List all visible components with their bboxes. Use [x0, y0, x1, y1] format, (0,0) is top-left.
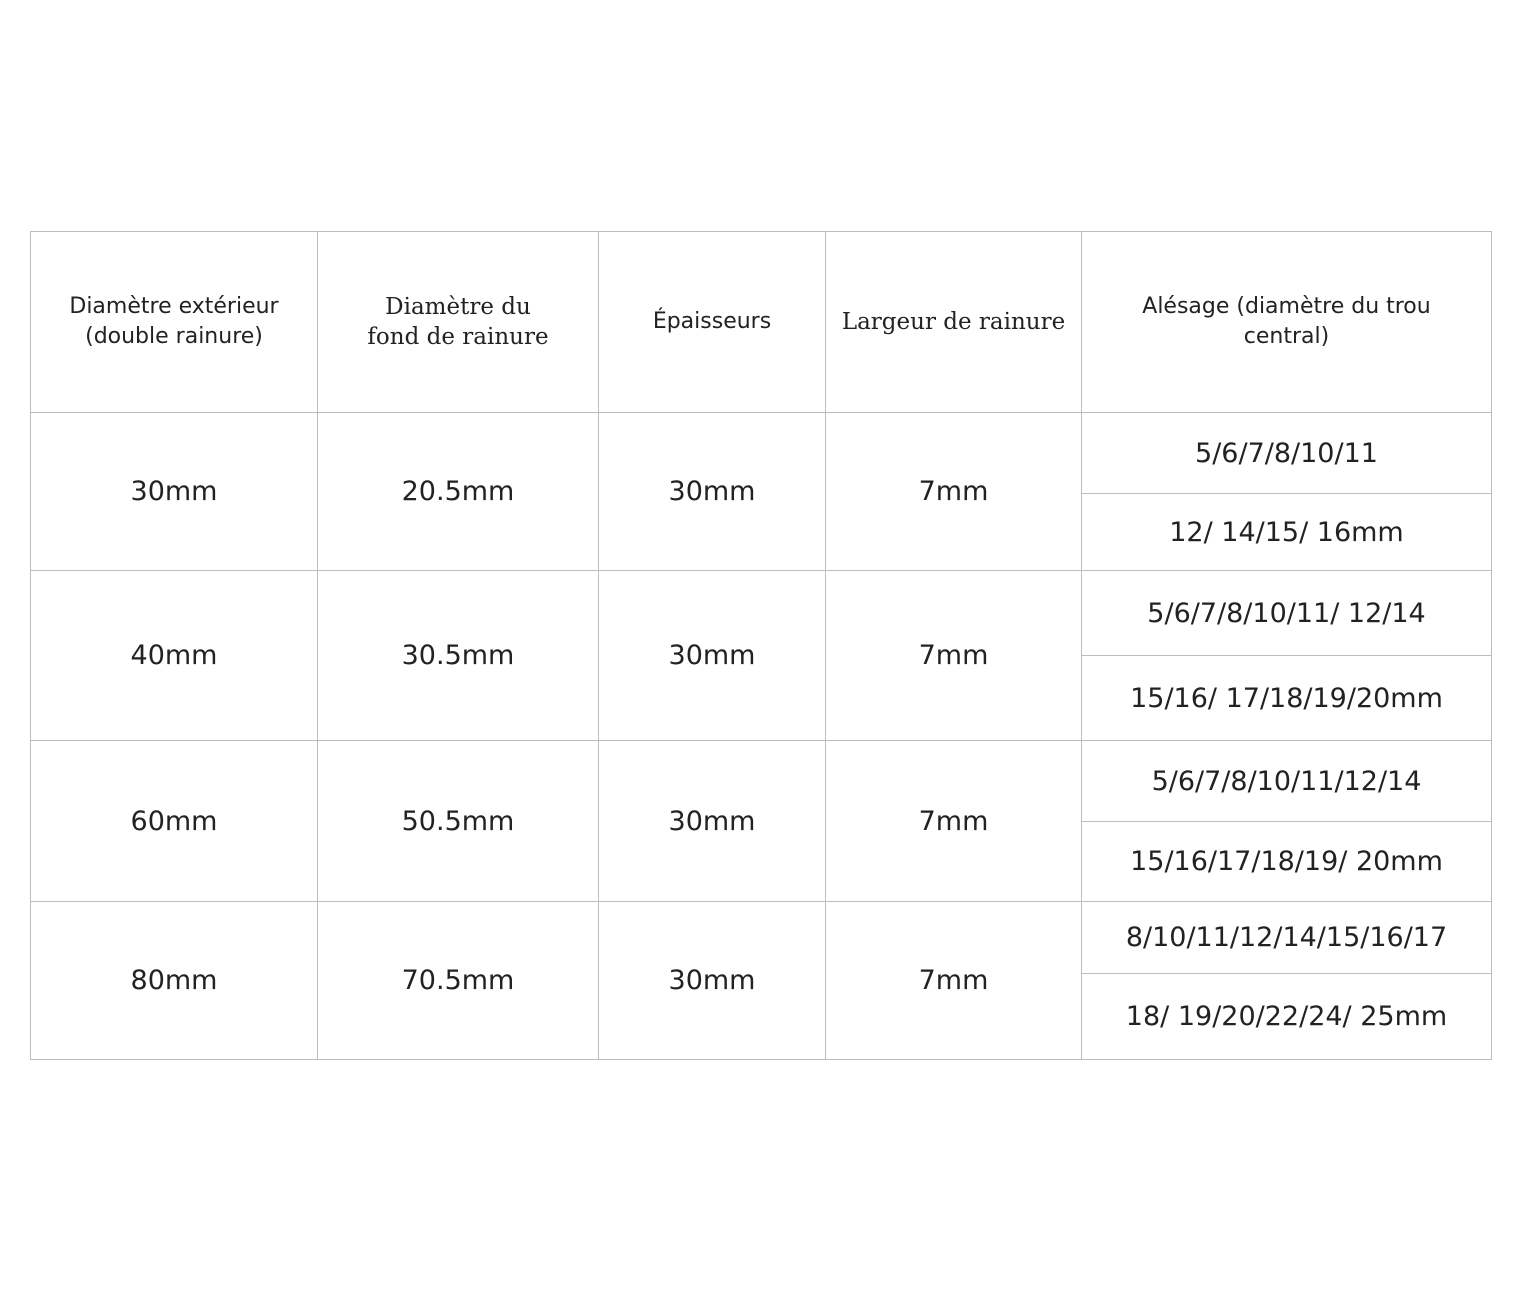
table-row [31, 413, 1492, 494]
table-row [31, 571, 1492, 656]
cell-groove-width: 7mm [826, 413, 1082, 571]
cell-groove-width: 7mm [826, 902, 1082, 1060]
cell-groove-bottom-diameter: 70.5mm [318, 902, 599, 1060]
cell-outer-diameter: 30mm [31, 413, 318, 571]
header-groove-width: Largeur de rainure [826, 232, 1082, 413]
cell-bore-line-1: 5/6/7/8/10/11/12/14 [1082, 741, 1492, 822]
cell-outer-diameter: 80mm [31, 902, 318, 1060]
header-row [31, 232, 1492, 413]
header-outer-diameter: Diamètre extérieur (double rainure) [31, 232, 318, 413]
cell-bore-line-2: 15/16/17/18/19/ 20mm [1082, 822, 1492, 902]
cell-thickness: 30mm [599, 413, 826, 571]
cell-bore-line-1: 5/6/7/8/10/11/ 12/14 [1082, 571, 1492, 656]
cell-groove-width: 7mm [826, 571, 1082, 741]
cell-groove-bottom-diameter: 50.5mm [318, 741, 599, 902]
cell-groove-bottom-diameter: 20.5mm [318, 413, 599, 571]
cell-bore-line-2: 15/16/ 17/18/19/20mm [1082, 656, 1492, 741]
cell-bore-line-1: 8/10/11/12/14/15/16/17 [1082, 902, 1492, 974]
cell-outer-diameter: 60mm [31, 741, 318, 902]
header-bore: Alésage (diamètre du trou central) [1082, 232, 1492, 413]
header-groove-bottom-diameter: Diamètre du fond de rainure [318, 232, 599, 413]
cell-thickness: 30mm [599, 571, 826, 741]
cell-bore-line-1: 5/6/7/8/10/11 [1082, 413, 1492, 494]
table-row [31, 902, 1492, 974]
cell-outer-diameter: 40mm [31, 571, 318, 741]
cell-groove-width: 7mm [826, 741, 1082, 902]
cell-groove-bottom-diameter: 30.5mm [318, 571, 599, 741]
cell-bore-line-2: 18/ 19/20/22/24/ 25mm [1082, 974, 1492, 1060]
cell-bore-line-2: 12/ 14/15/ 16mm [1082, 494, 1492, 571]
header-thickness: Épaisseurs [599, 232, 826, 413]
cell-thickness: 30mm [599, 741, 826, 902]
cell-thickness: 30mm [599, 902, 826, 1060]
spec-table [30, 231, 1492, 1060]
table-row [31, 741, 1492, 822]
